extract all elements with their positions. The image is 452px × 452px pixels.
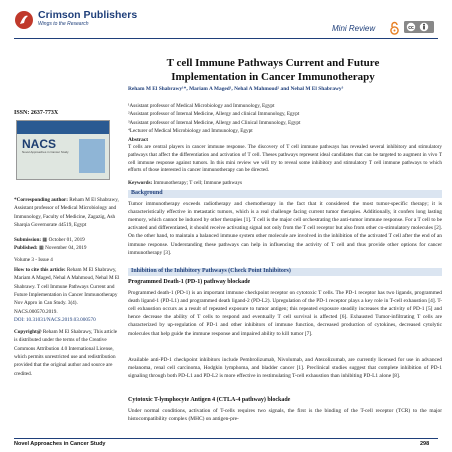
keywords: [128, 180, 442, 186]
svg-text:cc: cc: [408, 25, 414, 31]
citation-label: How to cite this article:: [14, 267, 66, 273]
issn-label: ISSN: 2637-773X: [14, 110, 59, 116]
dates-block: [14, 236, 120, 253]
published-label: Published:: [14, 245, 38, 252]
page-number: 298: [420, 441, 430, 447]
creative-commons-icon: [404, 21, 434, 33]
cover-subtitle: Novel Approaches in Cancer Study: [22, 150, 69, 154]
copyright-block: [14, 328, 120, 378]
calendar-icon: ▦: [38, 245, 44, 252]
publisher-name: Crimson Publishers: [38, 9, 138, 21]
keywords-text: Immunotherapy; T cell; Immune pathways: [153, 180, 243, 186]
ctla4-text: Under normal conditions, activation of T-cells requires two signals, the first is the binding of the T-cell receptor (TCR) to the major histocompatibility complex (MHC) on antigen-pre-: [128, 408, 442, 423]
copyright-text: Reham M El Shabrawy, This article is distributed under the terms of the Creative Commons Attribution 4.0 International License, which permits unrestricted use and redistribution provided that the original author and source are credited.: [14, 329, 118, 377]
affiliation-list: [128, 102, 444, 135]
affiliation-item: ²Assistant professor of Internal Medicine, Allergy and clinical Immunology, Egypt: [128, 111, 300, 118]
cover-top-strip: [17, 121, 109, 134]
copyright-label: Copyright@: [14, 329, 42, 335]
author-list: Reham M El Shabrawy¹*, Mariam A Maged¹, Nehal A Mahmoud² and Nehal M El Shabrawy³: [128, 86, 344, 92]
subheading-ctla4: Cytotoxic T-lymphocyte Antigen 4 (CTLA-4 pathway) blockade: [128, 397, 291, 403]
abstract-text: T cells are central players in cancer immune response. The discovery of T cell immune pathways has revealed several inhibitory and stimulatory pathways that affect the differentiation and activation of T cell. Theses pathways represent ideal candidates that can be targeted to augment in vivo T cell immune response against tumors. In this mini review we will try to reveal some inhibitory and stimulatory T cell immune pathways to which efforts of those interested in cancer immunotherapy can be directed.: [128, 144, 442, 174]
doi-link[interactable]: DOI: 10.31031/NACS.2019.03.000570: [14, 316, 96, 323]
submission-date: October 01, 2019: [48, 237, 85, 243]
submission-label: Submission:: [14, 237, 42, 243]
article-title: [110, 56, 436, 85]
crimson-logo-icon: [14, 10, 34, 30]
article-type-label: Mini Review: [332, 24, 376, 33]
section-bar-background: [128, 190, 442, 198]
footer-journal-name: Novel Approaches in Cancer Study: [14, 441, 106, 447]
header-rule: [14, 38, 438, 39]
correspondence-label: *Corresponding author:: [14, 197, 68, 203]
subheading-pd1: Programmed Death-1 (PD-1) pathway blockade: [128, 279, 251, 285]
footer-rule: [14, 438, 438, 439]
title-line-1: T cell Immune Pathways Current and Future: [166, 57, 380, 69]
pd1-text-2: Available anti-PD-1 checkpoint inhibitors include Pembrolizumab, Nivolumab, and Atezolizumab, are currently licensed for use in advanced melanoma, renal cell carcinoma, Hodgkin lymphoma, and bladder cancer [1]. Preclinical studies suggest that complete inhibition of PD-1 signaling through both PD-L1 and PD-L2 is more effective in restimulating T-cell exhaustion than inhibiting PD-L1 alone [8].: [128, 357, 442, 380]
section-heading-background: Background: [131, 190, 163, 196]
publisher-tagline: Wings to the Research: [38, 21, 89, 27]
journal-cover-image: [16, 120, 110, 180]
abstract-heading: Abstract: [128, 137, 149, 143]
keywords-label: Keywords:: [128, 180, 153, 186]
cover-title: NACS: [22, 137, 57, 151]
open-access-icon: [389, 21, 400, 35]
calendar-icon: ▦: [42, 237, 48, 243]
title-line-2: Implementation in Cancer Immunotherapy: [171, 71, 375, 84]
citation-block: [14, 266, 120, 324]
cover-artwork: [79, 139, 105, 173]
background-text: Tumor immunotherapy exceeds radiotherapy and chemotherapy in the fact that it considered the most tumor-specific therapy; it is characteristically effective in metastatic tumors, which is a real challenge facing current tumor therapies. Additionally, it confers long lasting memory, which cannot be induced by other therapies [1]. T cell is the major cell orchestrating the anti-tumor immune response. For a T cell to be activated and differentiated, it should receive activating signal not only from the T cell receptor but also from other co-stimulatory molecules [2]. On the other hand, to maintain a balanced immune system other molecule are involved in the inhibition of the activated T cell after the end of an immune response. Understanding these pathways can help in influencing the activity of T cell and thus provide other options for cancer immunotherapy [3].: [128, 201, 442, 256]
published-date: November 04, 2019: [45, 245, 87, 252]
affiliation-item: ⁴Lecturer of Medical Microbiology and Immunology, Egypt: [128, 127, 253, 134]
affiliation-item: ³Assistant professor of Internal Medicine, Allergy and Clinical Immunology, Egypt: [128, 119, 301, 126]
correspondence-text: Reham M El Shabrawy, Assistant professor of Medical Microbiology and Immunology, Faculty of Medicine, Zagazig, Ash Sharqia Governorate 44519, Egypt: [14, 197, 119, 228]
volume-issue: Volume 3 - Issue 4: [14, 257, 53, 263]
citation-text: Reham M El Shabrawy, Mariam A Maged, Nehal A Mahmoud, Nehal M El Shabrawy. T cell Immune Pathways Current and Future Implementation in Cancer Immunotherapy Nov Appro in Can Study. 3(4). NACS.000570.2019.: [14, 267, 120, 315]
correspondence-block: [14, 196, 120, 229]
section-heading-inhibitory: Inhibition of the Inhibitory Pathways (Check Point Inhibitors): [131, 268, 291, 274]
pd1-text: Programmed death-1 (PD-1) is an important immune checkpoint receptor on cytotoxic T cells. The PD-1 receptor has two ligands, programmed death ligand-1 (PD-L1) and programmed death ligand-2 (PD-L2). Upregulation of the PD-1 receptor plays a key role in T-cell exhaustion [4]. T-cell exhaustion occurs as a result of repeated exposure to tumor antigen; this repeated exposure steadily increases the activity of PD-1 [5] and hence decrease the ability of T cells to respond and eventually T cell survival is affected [6]. Exhausted Tumor-infiltrating T cells are characterized by up-regulation of PD-1 and other inhibitors of immune function, decreased production of cytokines, decreased cytolytic molecules that help guide the immune response and impaired ability to kill tumor [7].: [128, 290, 442, 337]
affiliation-item: ¹Assistant professor of Medical Microbiology and Immunology, Egypt: [128, 103, 275, 109]
